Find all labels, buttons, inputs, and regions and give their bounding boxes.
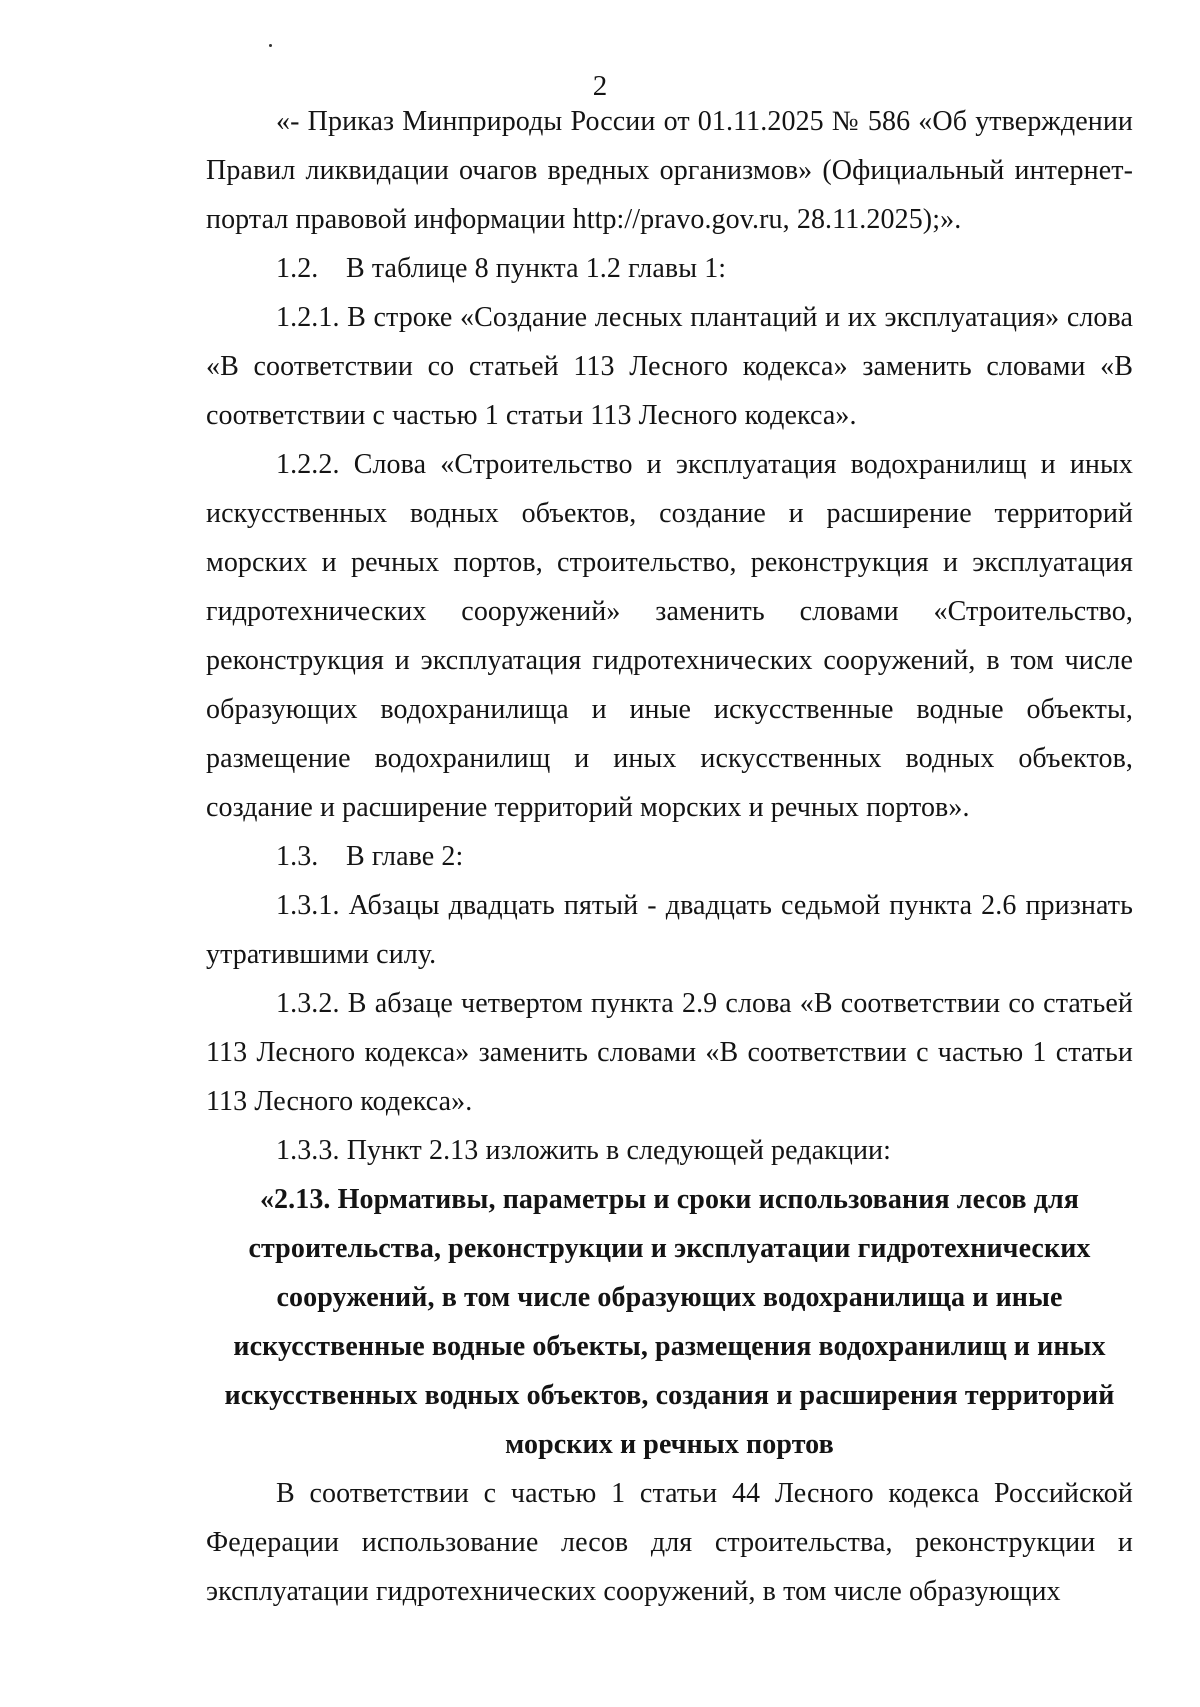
scan-speck <box>269 44 272 47</box>
heading-line: морских и речных портов <box>505 1429 834 1460</box>
paragraph-1-2-1: 1.2.1. В строке «Создание лесных плантаций и их эксплуатация» слова «В соответствии со статьей 113 Лесного кодекса» заменить словами «В соответствии с частью 1 статьи 113 Лесного кодекса». <box>206 302 1133 431</box>
item-text: В таблице 8 пункта 1.2 главы 1: <box>346 253 727 284</box>
paragraph-order-reference: «- Приказ Минприроды России от 01.11.2025 № 586 «Об утверждении Правил ликвидации очагов вредных организмов» (Официальный интернет-портал правовой информации http://pravo.gov.ru, 28.11.2025);». <box>206 106 1133 235</box>
section-heading-2-13 <box>206 1175 1133 1469</box>
heading-line: сооружений, в том числе образующих водохранилища и иные <box>276 1282 1063 1313</box>
paragraph-1-3-3: 1.3.3. Пункт 2.13 изложить в следующей редакции: <box>276 1135 892 1166</box>
paragraph-1-2-2: 1.2.2. Слова «Строительство и эксплуатация водохранилищ и иных искусственных водных объектов, создание и расширение территорий морских и речных портов, строительство, реконструкция и эксплуатация гидротехнических сооружений» заменить словами «Строительство, реконструкция и эксплуатация гидротехнических сооружений, в том числе образующих водохранилища и иные искусственные водные объекты, размещение водохранилищ и иных искусственных водных объектов, создание и расширение территорий морских и речных портов». <box>206 449 1133 823</box>
paragraph-1-3-1: 1.3.1. Абзацы двадцать пятый - двадцать седьмой пункта 2.6 признать утратившими силу. <box>206 890 1133 970</box>
heading-line: строительства, реконструкции и эксплуатации гидротехнических <box>248 1233 1091 1264</box>
page-number: 2 <box>592 70 608 102</box>
heading-line: «2.13. Нормативы, параметры и сроки использования лесов для <box>259 1184 1080 1215</box>
heading-line: искусственные водные объекты, размещения водохранилищ и иных <box>233 1331 1106 1362</box>
paragraph-1-3-2: 1.3.2. В абзаце четвертом пункта 2.9 слова «В соответствии со статьей 113 Лесного кодекса» заменить словами «В соответствии с частью 1 статьи 113 Лесного кодекса». <box>206 988 1133 1117</box>
heading-line: искусственных водных объектов, создания и расширения территорий <box>224 1380 1115 1411</box>
item-text: В главе 2: <box>346 841 464 872</box>
paragraph-1-3 <box>206 832 1133 881</box>
paragraph-1-2 <box>206 244 1133 293</box>
item-number: 1.2. <box>276 253 319 284</box>
document-body <box>206 97 1133 1616</box>
paragraph-2-13-body: В соответствии с частью 1 статьи 44 Лесного кодекса Российской Федерации использование лесов для строительства, реконструкции и эксплуатации гидротехнических сооружений, в том числе образующих <box>206 1478 1133 1607</box>
item-number: 1.3. <box>276 841 319 872</box>
